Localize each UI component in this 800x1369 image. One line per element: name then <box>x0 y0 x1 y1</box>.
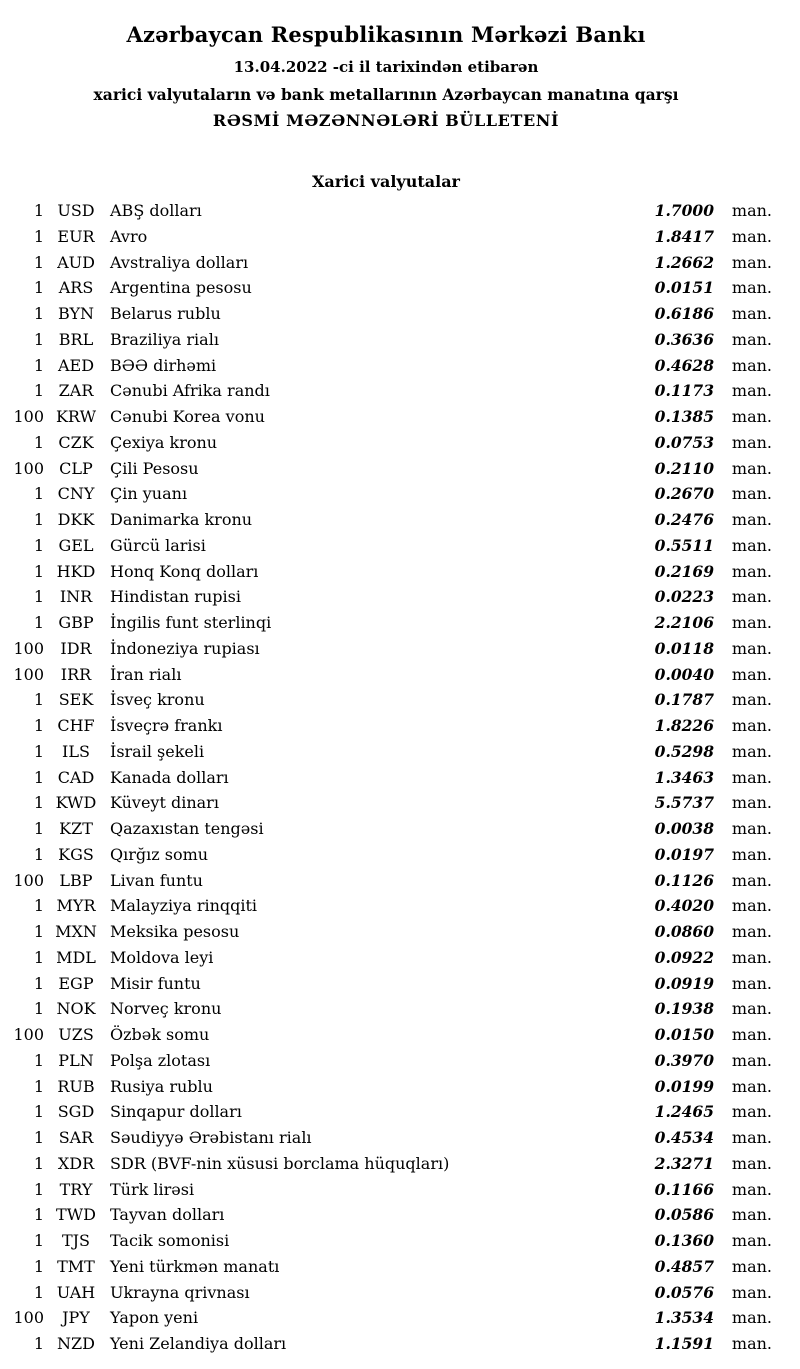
currency-code: USD <box>57 201 95 220</box>
table-row <box>0 687 772 713</box>
currency-name: Braziliya rialı <box>110 329 219 349</box>
currency-unit-label: man. <box>731 561 772 581</box>
table-row <box>0 1202 772 1228</box>
currency-unit-label: man. <box>731 793 772 813</box>
bank-title: Azərbaycan Respublikasının Mərkəzi Bankı <box>126 22 646 47</box>
currency-unit-label: man. <box>731 716 772 735</box>
table-row <box>0 996 772 1022</box>
currency-name: İsveçrə frankı <box>110 716 223 735</box>
currency-rate: 0.4857 <box>654 1256 714 1276</box>
currency-quantity: 1 <box>33 716 44 735</box>
table-row <box>0 1331 772 1357</box>
section-title-foreign-currencies: Xarici valyutalar <box>312 172 460 191</box>
currency-name: Livan funtu <box>110 870 203 890</box>
table-row <box>0 790 772 816</box>
currency-quantity: 1 <box>33 1153 44 1173</box>
effective-date-line: 13.04.2022 -ci il tarixindən etibarən <box>233 58 539 76</box>
currency-unit-label: man. <box>731 973 772 993</box>
currency-name: SDR (BVF-nin xüsusi borclama hüquqları) <box>110 1153 450 1173</box>
currency-unit-label: man. <box>731 252 772 272</box>
currency-rate: 1.1591 <box>654 1334 714 1353</box>
currency-unit-label: man. <box>731 407 772 426</box>
table-row <box>0 971 772 997</box>
table-row <box>0 739 772 765</box>
currency-rate: 0.0151 <box>654 278 714 298</box>
currency-code: UZS <box>58 1025 94 1044</box>
currency-code: AED <box>57 355 95 375</box>
currency-code: CNY <box>57 484 95 504</box>
currency-unit-label: man. <box>731 1128 772 1147</box>
currency-rate: 1.3534 <box>654 1308 714 1328</box>
currency-code: LBP <box>59 870 93 890</box>
table-row <box>0 224 772 250</box>
table-row <box>0 662 772 688</box>
table-row <box>0 1151 772 1177</box>
currency-quantity: 1 <box>33 587 44 607</box>
currency-code: NOK <box>56 999 96 1019</box>
currency-name: Hindistan rupisi <box>110 587 241 607</box>
currency-rate: 2.3271 <box>654 1153 714 1173</box>
currency-rate: 0.0118 <box>654 638 714 658</box>
currency-name: Honq Konq dolları <box>110 561 259 581</box>
currency-code: CLP <box>59 458 93 478</box>
currency-name: Kanada dolları <box>110 767 229 787</box>
currency-rate: 0.0199 <box>654 1076 714 1096</box>
currency-rate: 1.8417 <box>654 226 714 246</box>
currency-unit-label: man. <box>731 767 772 787</box>
table-row <box>0 353 772 379</box>
currency-unit-label: man. <box>731 1231 772 1250</box>
currency-name: Qırğız somu <box>110 844 209 864</box>
currency-rate: 0.1938 <box>654 999 714 1019</box>
currency-code: JPY <box>62 1308 90 1328</box>
currency-code: TMT <box>57 1256 95 1276</box>
currency-name: Moldova leyi <box>110 947 214 967</box>
currency-name: İndoneziya rupiası <box>110 638 260 658</box>
currency-quantity: 1 <box>33 1282 44 1302</box>
table-row <box>0 919 772 945</box>
currency-quantity: 1 <box>33 1102 44 1122</box>
currency-unit-label: man. <box>731 1050 772 1070</box>
currency-quantity: 1 <box>33 535 44 555</box>
currency-unit-label: man. <box>731 896 772 916</box>
currency-quantity: 1 <box>33 355 44 375</box>
table-row <box>0 1177 772 1203</box>
currency-unit-label: man. <box>731 819 772 838</box>
table-row <box>0 559 772 585</box>
currency-code: DKK <box>57 510 95 529</box>
currency-rate: 0.0860 <box>654 922 714 941</box>
table-row <box>0 636 772 662</box>
currency-quantity: 1 <box>33 484 44 504</box>
currency-quantity: 1 <box>33 741 44 761</box>
table-row <box>0 713 772 739</box>
currency-quantity: 1 <box>33 973 44 993</box>
bulletin-title: RƏSMİ MƏZƏNNƏLƏRİ BÜLLETENİ <box>212 111 560 130</box>
table-row <box>0 301 772 327</box>
currency-quantity: 100 <box>13 664 44 684</box>
currency-rate: 0.4020 <box>654 896 714 916</box>
currency-name: ABŞ dolları <box>110 201 202 220</box>
currency-unit-label: man. <box>731 638 772 658</box>
currency-code: HKD <box>56 561 96 581</box>
currency-name: Çexiya kronu <box>110 432 218 452</box>
table-row <box>0 842 772 868</box>
currency-unit-label: man. <box>731 510 772 529</box>
currency-rate: 0.0753 <box>654 432 714 452</box>
currency-name: Cənubi Korea vonu <box>110 407 265 426</box>
currency-rate: 0.0223 <box>654 587 714 607</box>
currency-code: PLN <box>58 1050 94 1070</box>
currency-quantity: 100 <box>13 458 44 478</box>
currency-name: Norveç kronu <box>110 999 222 1019</box>
currency-quantity: 100 <box>13 407 44 426</box>
currency-name: Səudiyyə Ərəbistanı rialı <box>110 1128 312 1147</box>
currency-rate: 2.2106 <box>654 613 714 632</box>
currency-unit-label: man. <box>731 1076 772 1096</box>
currency-unit-label: man. <box>731 1282 772 1302</box>
currency-quantity: 1 <box>33 432 44 452</box>
currency-name: Ukrayna qrivnası <box>110 1282 250 1302</box>
table-row <box>0 404 772 430</box>
currency-quantity: 1 <box>33 947 44 967</box>
table-row <box>0 765 772 791</box>
currency-code: AUD <box>57 252 95 272</box>
currency-quantity: 1 <box>33 1334 44 1353</box>
currency-rate: 0.1166 <box>654 1179 714 1199</box>
currency-quantity: 1 <box>33 1231 44 1250</box>
currency-unit-label: man. <box>731 458 772 478</box>
currency-name: Yeni Zelandiya dolları <box>110 1334 287 1353</box>
currency-code: CAD <box>57 767 95 787</box>
currency-quantity: 1 <box>33 793 44 813</box>
currency-unit-label: man. <box>731 278 772 298</box>
currency-name: Gürcü larisi <box>110 535 206 555</box>
currency-name: BƏƏ dirhəmi <box>110 355 217 375</box>
currency-code: ARS <box>58 278 94 298</box>
currency-rate: 0.0150 <box>654 1025 714 1044</box>
currency-name: İngilis funt sterlinqi <box>110 613 272 632</box>
currency-rate: 0.6186 <box>654 304 714 323</box>
currency-code: ZAR <box>58 381 94 401</box>
table-row <box>0 250 772 276</box>
currency-table <box>0 198 772 1357</box>
table-row <box>0 816 772 842</box>
currency-name: Çili Pesosu <box>110 458 199 478</box>
currency-quantity: 1 <box>33 922 44 941</box>
table-row <box>0 1074 772 1100</box>
currency-rate: 1.7000 <box>654 201 714 220</box>
table-row <box>0 945 772 971</box>
table-row <box>0 430 772 456</box>
currency-unit-label: man. <box>731 1334 772 1353</box>
currency-rate: 0.0586 <box>654 1205 714 1225</box>
currency-code: RUB <box>57 1076 95 1096</box>
currency-quantity: 1 <box>33 1128 44 1147</box>
currency-code: IRR <box>60 664 92 684</box>
currency-quantity: 1 <box>33 999 44 1019</box>
currency-code: CZK <box>58 432 94 452</box>
currency-name: Malayziya rinqqiti <box>110 896 258 916</box>
currency-quantity: 1 <box>33 1050 44 1070</box>
currency-unit-label: man. <box>731 1308 772 1328</box>
currency-quantity: 1 <box>33 1256 44 1276</box>
currency-rate: 0.5298 <box>654 741 714 761</box>
currency-rate: 0.3636 <box>654 329 714 349</box>
currency-code: GEL <box>58 535 94 555</box>
currency-rate: 0.0919 <box>654 973 714 993</box>
currency-rate: 0.1360 <box>654 1231 714 1250</box>
currency-code: SEK <box>58 690 94 710</box>
currency-unit-label: man. <box>731 613 772 632</box>
currency-unit-label: man. <box>731 1025 772 1044</box>
table-row <box>0 327 772 353</box>
currency-name: Sinqapur dolları <box>110 1102 242 1122</box>
currency-code: TWD <box>56 1205 96 1225</box>
currency-code: KZT <box>59 819 93 838</box>
currency-quantity: 1 <box>33 226 44 246</box>
currency-unit-label: man. <box>731 304 772 323</box>
currency-quantity: 1 <box>33 690 44 710</box>
table-row <box>0 893 772 919</box>
currency-name: Yeni türkmən manatı <box>110 1256 280 1276</box>
currency-name: Tacik somonisi <box>110 1231 230 1250</box>
currency-quantity: 100 <box>13 1308 44 1328</box>
currency-unit-label: man. <box>731 1153 772 1173</box>
currency-unit-label: man. <box>731 741 772 761</box>
currency-name: Çin yuanı <box>110 484 188 504</box>
table-row <box>0 481 772 507</box>
table-row <box>0 610 772 636</box>
currency-name: Argentina pesosu <box>110 278 252 298</box>
currency-unit-label: man. <box>731 201 772 220</box>
currency-unit-label: man. <box>731 355 772 375</box>
currency-name: Türk lirəsi <box>110 1179 195 1199</box>
currency-unit-label: man. <box>731 664 772 684</box>
currency-unit-label: man. <box>731 922 772 941</box>
currency-rate: 0.1787 <box>654 690 714 710</box>
currency-name: Meksika pesosu <box>110 922 240 941</box>
currency-name: Misir funtu <box>110 973 201 993</box>
currency-name: Yapon yeni <box>110 1308 199 1328</box>
currency-quantity: 1 <box>33 1179 44 1199</box>
table-row <box>0 868 772 894</box>
currency-name: Avro <box>110 226 148 246</box>
currency-quantity: 1 <box>33 767 44 787</box>
currency-unit-label: man. <box>731 1102 772 1122</box>
currency-code: BRL <box>58 329 94 349</box>
currency-unit-label: man. <box>731 999 772 1019</box>
currency-name: Belarus rublu <box>110 304 221 323</box>
table-row <box>0 456 772 482</box>
currency-unit-label: man. <box>731 587 772 607</box>
currency-code: KWD <box>55 793 97 813</box>
currency-quantity: 100 <box>13 870 44 890</box>
currency-unit-label: man. <box>731 535 772 555</box>
currency-name: Danimarka kronu <box>110 510 253 529</box>
currency-code: TJS <box>61 1231 91 1250</box>
currency-name: Özbək somu <box>110 1025 210 1044</box>
currency-rate: 5.5737 <box>654 793 714 813</box>
currency-unit-label: man. <box>731 329 772 349</box>
currency-rate: 1.2465 <box>654 1102 714 1122</box>
currency-code: MYR <box>56 896 96 916</box>
currency-quantity: 100 <box>13 638 44 658</box>
currency-quantity: 1 <box>33 304 44 323</box>
currency-rate: 1.3463 <box>654 767 714 787</box>
currency-rate: 0.4534 <box>654 1128 714 1147</box>
currency-quantity: 1 <box>33 278 44 298</box>
table-row <box>0 378 772 404</box>
currency-quantity: 1 <box>33 252 44 272</box>
table-row <box>0 198 772 224</box>
currency-rate: 0.2670 <box>654 484 714 504</box>
currency-quantity: 1 <box>33 510 44 529</box>
currency-unit-label: man. <box>731 690 772 710</box>
currency-code: GBP <box>58 613 94 632</box>
currency-name: Cənubi Afrika randı <box>110 381 270 401</box>
currency-quantity: 1 <box>33 381 44 401</box>
currency-code: CHF <box>57 716 95 735</box>
currency-rate: 0.1126 <box>654 870 714 890</box>
currency-quantity: 1 <box>33 561 44 581</box>
currency-code: SAR <box>58 1128 94 1147</box>
currency-quantity: 1 <box>33 1205 44 1225</box>
table-row <box>0 1022 772 1048</box>
table-row <box>0 507 772 533</box>
subject-line: xarici valyutaların və bank metallarının Azərbaycan manatına qarşı <box>93 85 679 104</box>
currency-code: KGS <box>58 844 94 864</box>
currency-unit-label: man. <box>731 1256 772 1276</box>
currency-code: MXN <box>55 922 97 941</box>
currency-code: SGD <box>57 1102 95 1122</box>
currency-code: ILS <box>62 741 90 761</box>
currency-code: INR <box>59 587 93 607</box>
currency-code: KRW <box>55 407 97 426</box>
currency-quantity: 1 <box>33 844 44 864</box>
currency-name: Avstraliya dolları <box>110 252 249 272</box>
currency-rate: 0.1173 <box>654 381 714 401</box>
table-row <box>0 275 772 301</box>
currency-unit-label: man. <box>731 870 772 890</box>
currency-rate: 0.0038 <box>654 819 714 838</box>
currency-rate: 0.0576 <box>654 1282 714 1302</box>
currency-rate: 0.0040 <box>654 664 714 684</box>
currency-unit-label: man. <box>731 432 772 452</box>
table-row <box>0 1280 772 1306</box>
currency-rate: 0.4628 <box>654 355 714 375</box>
currency-name: Küveyt dinarı <box>110 793 219 813</box>
currency-name: Rusiya rublu <box>110 1076 213 1096</box>
currency-quantity: 1 <box>33 329 44 349</box>
currency-unit-label: man. <box>731 484 772 504</box>
currency-code: EGP <box>58 973 94 993</box>
currency-rate: 0.2476 <box>654 510 714 529</box>
currency-name: Tayvan dolları <box>110 1205 225 1225</box>
currency-unit-label: man. <box>731 1179 772 1199</box>
currency-rate: 0.5511 <box>654 535 714 555</box>
currency-name: İsveç kronu <box>110 690 205 710</box>
currency-code: EUR <box>57 226 95 246</box>
currency-code: MDL <box>56 947 96 967</box>
currency-code: XDR <box>57 1153 95 1173</box>
currency-name: Polşa zlotası <box>110 1050 211 1070</box>
table-row <box>0 1048 772 1074</box>
currency-quantity: 100 <box>13 1025 44 1044</box>
currency-quantity: 1 <box>33 613 44 632</box>
currency-unit-label: man. <box>731 844 772 864</box>
currency-rate: 1.2662 <box>654 252 714 272</box>
currency-rate: 0.2169 <box>654 561 714 581</box>
table-row <box>0 1125 772 1151</box>
currency-quantity: 1 <box>33 201 44 220</box>
currency-code: BYN <box>57 304 95 323</box>
currency-name: İran rialı <box>110 664 182 684</box>
currency-code: IDR <box>60 638 92 658</box>
currency-quantity: 1 <box>33 896 44 916</box>
currency-unit-label: man. <box>731 1205 772 1225</box>
currency-code: TRY <box>59 1179 93 1199</box>
currency-rate: 0.0922 <box>654 947 714 967</box>
currency-name: İsrail şekeli <box>110 741 205 761</box>
currency-name: Qazaxıstan tengəsi <box>110 819 264 838</box>
table-row <box>0 584 772 610</box>
table-row <box>0 533 772 559</box>
currency-unit-label: man. <box>731 947 772 967</box>
table-row <box>0 1254 772 1280</box>
currency-rate: 0.3970 <box>654 1050 714 1070</box>
currency-rate: 0.0197 <box>654 844 714 864</box>
document-header <box>0 22 772 130</box>
table-row <box>0 1228 772 1254</box>
currency-rate: 1.8226 <box>654 716 714 735</box>
currency-quantity: 1 <box>33 1076 44 1096</box>
table-row <box>0 1099 772 1125</box>
currency-rate: 0.2110 <box>654 458 714 478</box>
currency-unit-label: man. <box>731 381 772 401</box>
currency-quantity: 1 <box>33 819 44 838</box>
table-row <box>0 1305 772 1331</box>
currency-code: UAH <box>56 1282 96 1302</box>
currency-unit-label: man. <box>731 226 772 246</box>
currency-rate: 0.1385 <box>654 407 714 426</box>
currency-code: NZD <box>57 1334 95 1353</box>
